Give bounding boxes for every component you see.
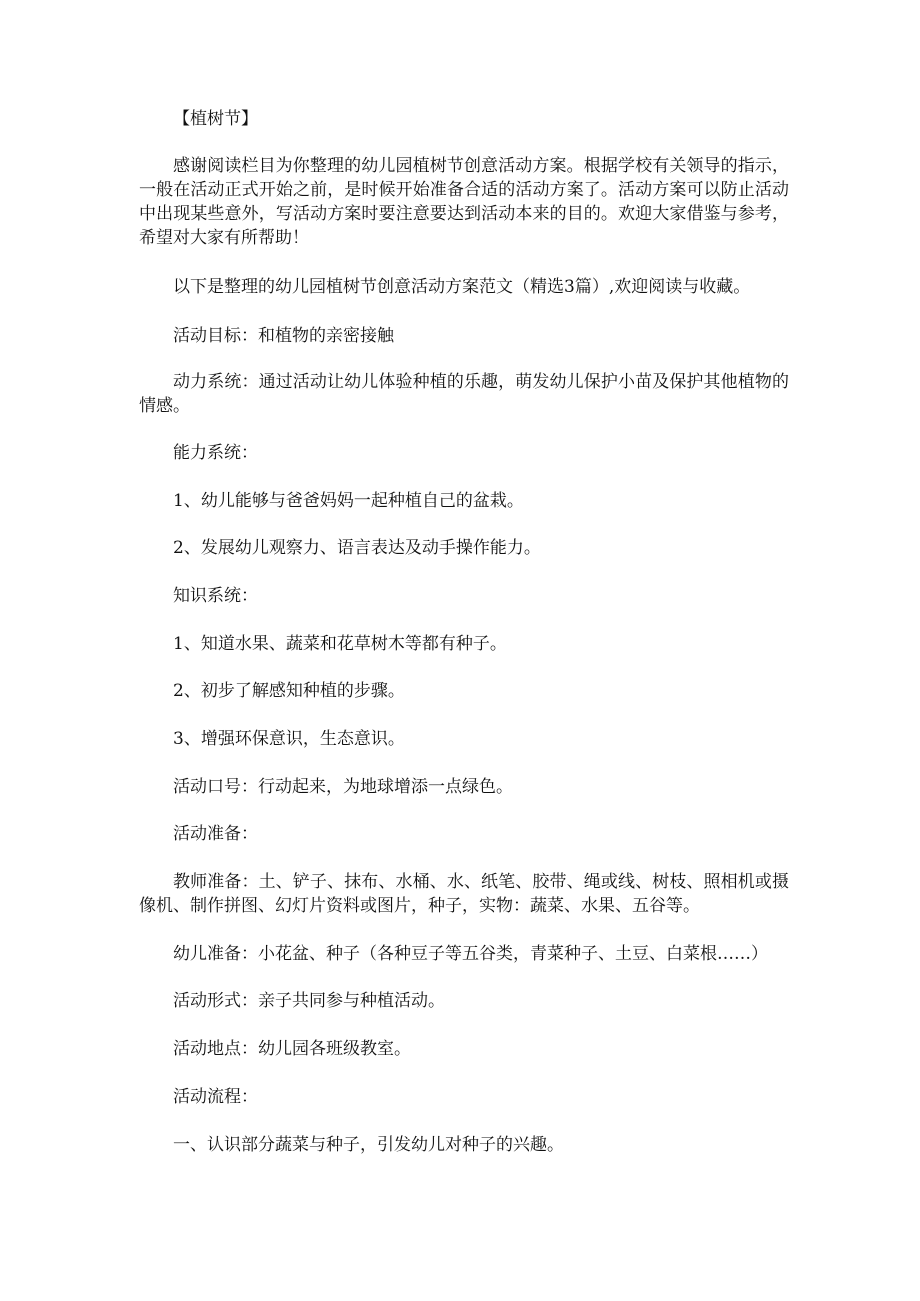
flow-item-1: 一、认识部分蔬菜与种子，引发幼儿对种子的兴趣。 [173, 1135, 564, 1155]
lead-paragraph: 以下是整理的幼儿园植树节创意活动方案范文（精选3篇）,欢迎阅读与收藏。 [173, 277, 751, 297]
motivation-paragraph: 动力系统：通过活动让幼儿体验种植的乐趣，萌发幼儿保护小苗及保护其他植物的情感。 [139, 372, 789, 416]
ability-item-2: 2、发展幼儿观察力、语言表达及动手操作能力。 [173, 538, 541, 558]
knowledge-item-1: 1、知道水果、蔬菜和花草树木等都有种子。 [173, 634, 507, 654]
knowledge-item-2: 2、初步了解感知种植的步骤。 [173, 681, 405, 701]
knowledge-title: 知识系统： [173, 586, 258, 606]
document-heading: 【植树节】 [173, 109, 258, 129]
form-paragraph: 活动形式：亲子共同参与种植活动。 [173, 991, 445, 1011]
prep-title: 活动准备： [173, 824, 258, 844]
intro-paragraph: 感谢阅读栏目为你整理的幼儿园植树节创意活动方案。根据学校有关领导的指示，一般在活动正式开始之前，是时候开始准备合适的活动方案了。活动方案可以防止活动中出现某些意外，写活动方案时要注意要达到活动本来的目的。欢迎大家借鉴与参考，希望对大家有所帮助！ [139, 156, 789, 248]
flow-title: 活动流程： [173, 1087, 258, 1107]
ability-title: 能力系统： [173, 443, 258, 463]
goal-paragraph: 活动目标：和植物的亲密接触 [173, 326, 394, 346]
teacher-prep-paragraph: 教师准备：土、铲子、抹布、水桶、水、纸笔、胶带、绳或线、树枝、照相机或摄像机、制作拼图、幻灯片资料或图片，种子，实物：蔬菜、水果、五谷等。 [139, 872, 789, 916]
ability-item-1: 1、幼儿能够与爸爸妈妈一起种植自己的盆栽。 [173, 491, 524, 511]
knowledge-item-3: 3、增强环保意识，生态意识。 [173, 729, 405, 749]
slogan-paragraph: 活动口号：行动起来，为地球增添一点绿色。 [173, 777, 513, 797]
child-prep-paragraph: 幼儿准备：小花盆、种子（各种豆子等五谷类，青菜种子、土豆、白菜根……） [173, 944, 768, 964]
location-paragraph: 活动地点：幼儿园各班级教室。 [173, 1039, 411, 1059]
